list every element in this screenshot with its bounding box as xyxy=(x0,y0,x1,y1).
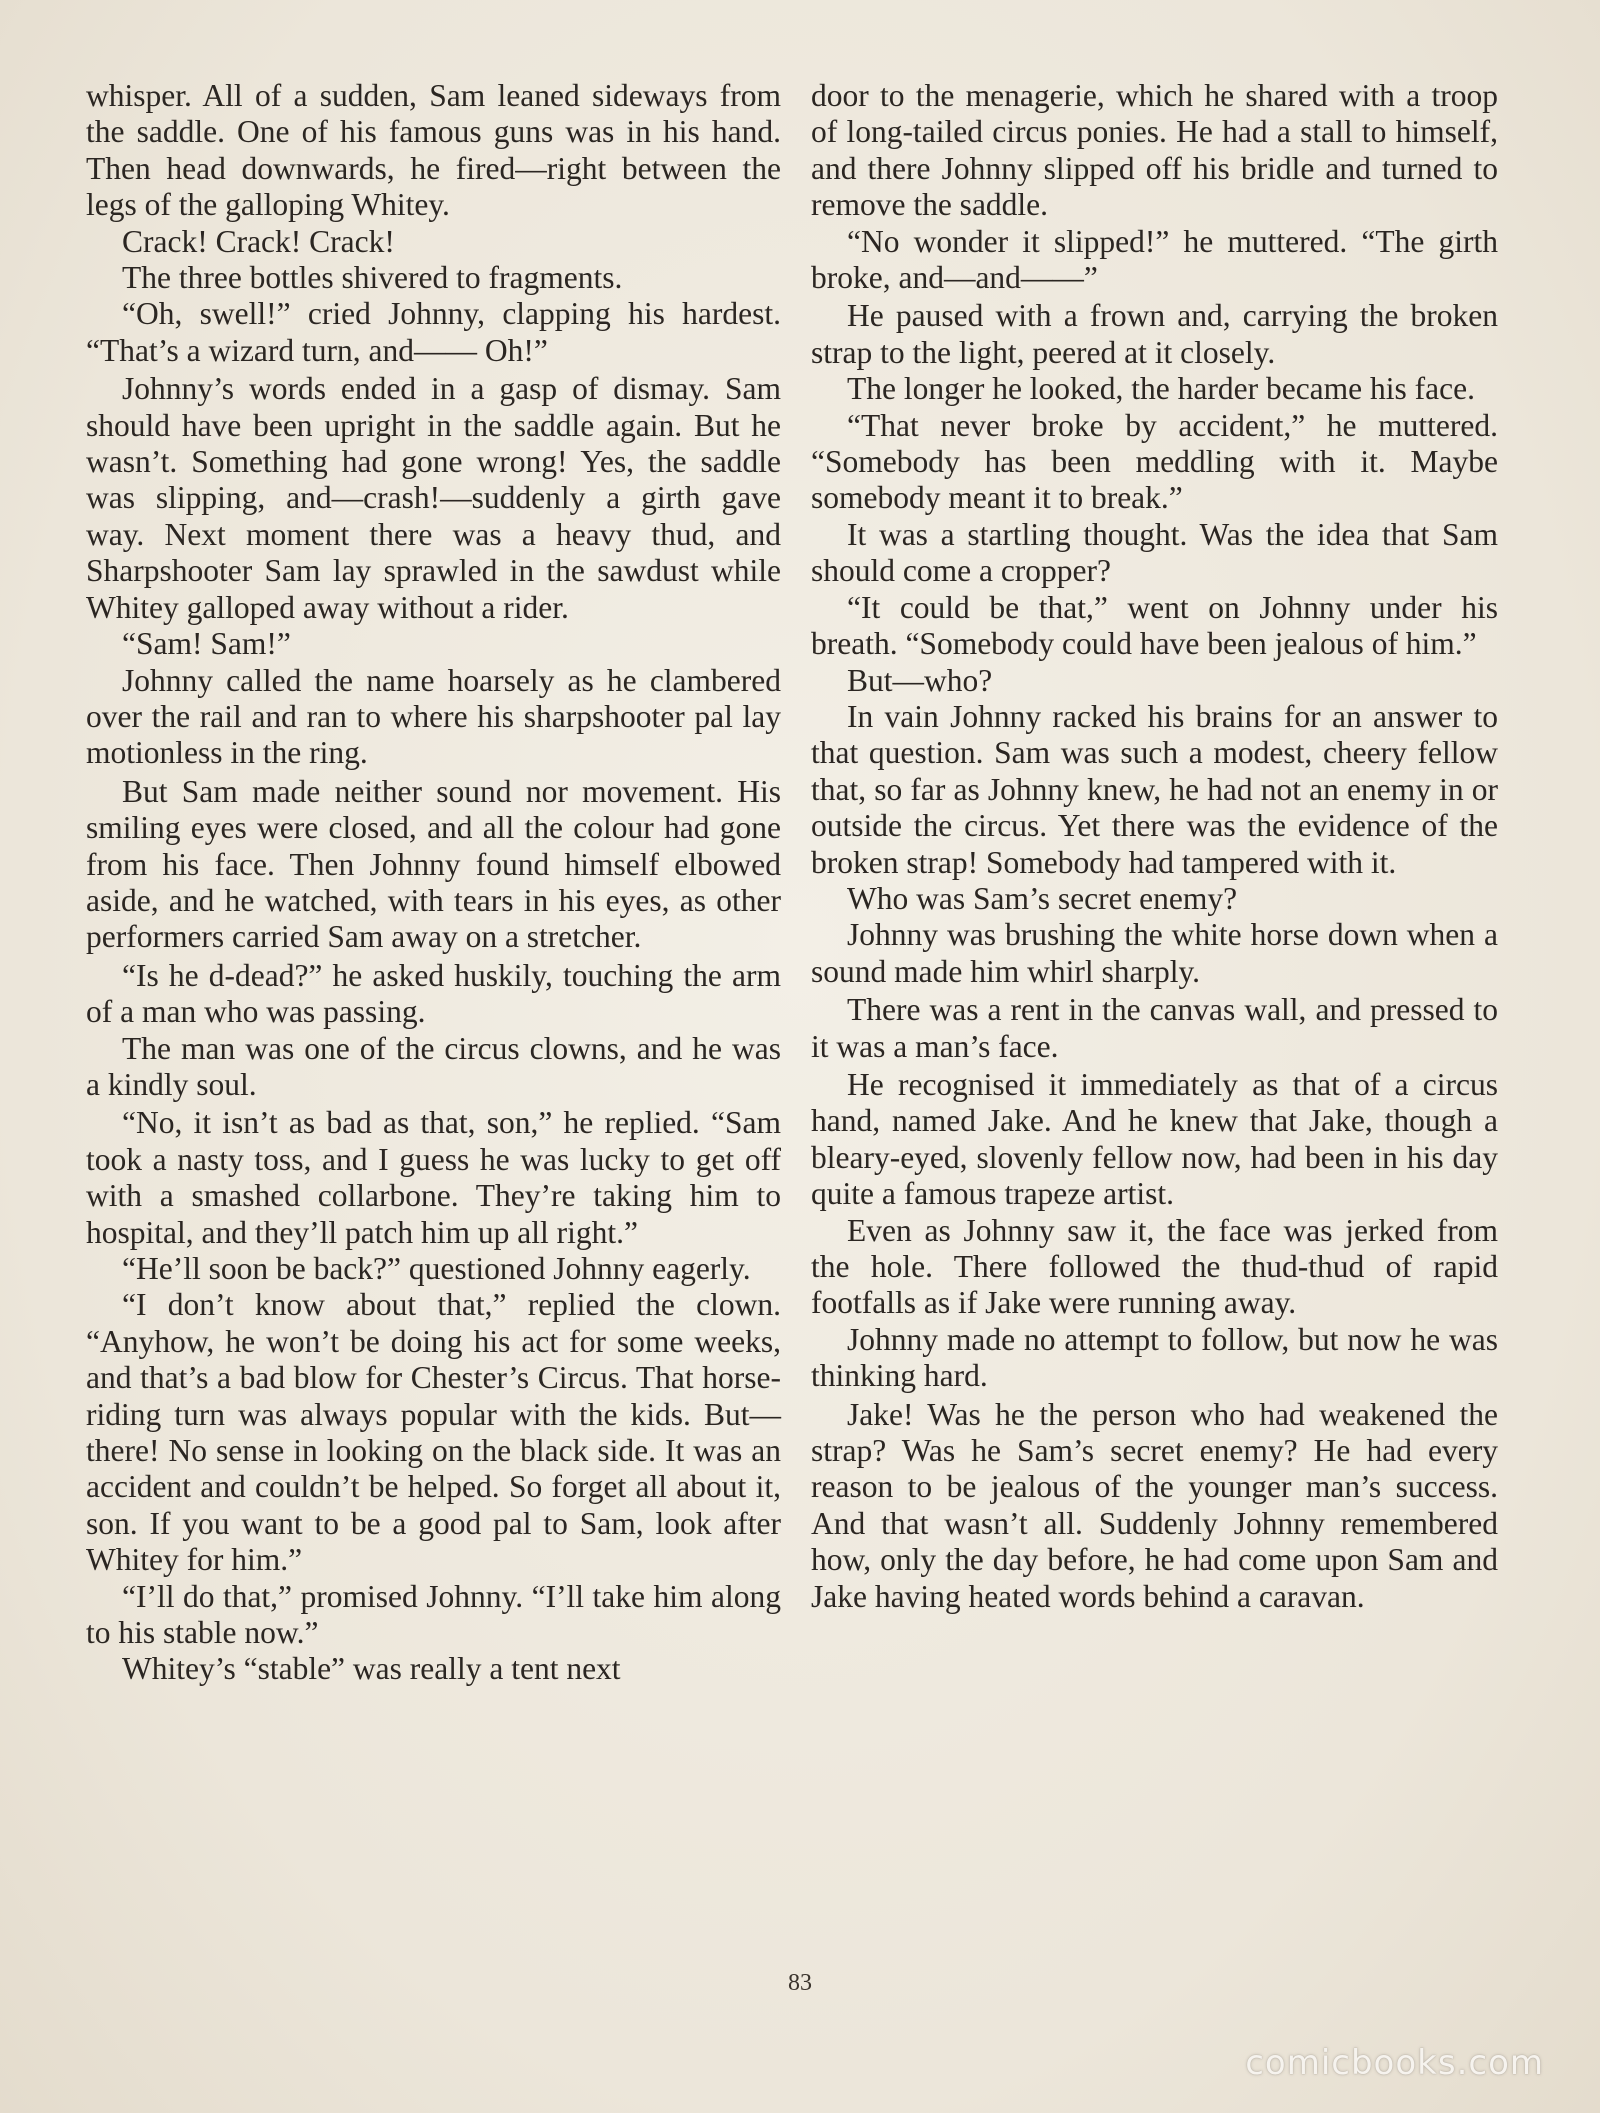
paragraph: “It could be that,” went on Johnny under his breath. “Somebody could have been jealous of him.” xyxy=(811,589,1498,662)
paragraph: The longer he looked, the harder became his face. xyxy=(847,371,1475,407)
paragraph: It was a startling thought. Was the idea that Sam should come a cropper? xyxy=(811,516,1498,589)
paragraph: Crack! Crack! Crack! xyxy=(122,223,395,259)
paragraph: “He’ll soon be back?” questioned Johnny eagerly. xyxy=(122,1251,751,1286)
paragraph: The man was one of the circus clowns, and he was a kindly soul. xyxy=(86,1030,781,1102)
paragraph: He recognised it immediately as that of a circus hand, named Jake. And he knew that Jake, though a bleary-eyed, slovenly fellow now, had been in his day quite a famous trapeze artist. xyxy=(811,1066,1498,1212)
paragraph: But—who? xyxy=(847,662,993,698)
paragraph: “Sam! Sam!” xyxy=(122,626,291,662)
paragraph: He paused with a frown and, carrying the broken strap to the light, peered at it closely. xyxy=(811,298,1498,370)
paragraph: Johnny’s words ended in a gasp of dismay. Sam should have been upright in the saddle again. But he wasn’t. Something had gone wrong! Yes, the saddle was slipping, and—crash!—suddenly a girth gave way. Next moment there was a heavy thud, and Sharpshooter Sam lay sprawled in the sawdust while Whitey galloped away without a rider. xyxy=(86,371,781,625)
left-text-column xyxy=(86,78,781,1688)
paragraph: Who was Sam’s secret enemy? xyxy=(847,880,1238,916)
paragraph: Jake! Was he the person who had weakened the strap? Was he Sam’s secret enemy? He had every reason to be jealous of the younger man’s success. And that wasn’t all. Suddenly Johnny remembered how, only the day before, he had come upon Sam and Jake having heated words behind a caravan. xyxy=(811,1396,1498,1614)
paragraph: There was a rent in the canvas wall, and pressed to it was a man’s face. xyxy=(811,992,1498,1064)
paragraph: But Sam made neither sound nor movement. His smiling eyes were closed, and all the colour had gone from his face. Then Johnny found himself elbowed aside, and he watched, with tears in his eyes, as other performers carried Sam away on a stretcher. xyxy=(86,773,781,955)
paragraph: “That never broke by accident,” he muttered. “Somebody has been meddling with it. Maybe somebody meant it to break.” xyxy=(811,407,1498,516)
watermark: comicbooks.com xyxy=(1245,2043,1544,2083)
paragraph: Whitey’s “stable” was really a tent next xyxy=(122,1651,621,1687)
paragraph: “No, it isn’t as bad as that, son,” he replied. “Sam took a nasty toss, and I guess he was lucky to get off with a smashed collarbone. They’re taking him to hospital, and they’ll patch him up all right.” xyxy=(86,1105,781,1250)
paragraph: “No wonder it slipped!” he muttered. “The girth broke, and—and——” xyxy=(811,223,1498,296)
paragraph: “Oh, swell!” cried Johnny, clapping his hardest. “That’s a wizard turn, and—— Oh!” xyxy=(86,296,781,368)
paragraph: Even as Johnny saw it, the face was jerked from the hole. There followed the thud-thud of rapid footfalls as if Jake were running away. xyxy=(811,1212,1498,1321)
paragraph: Johnny made no attempt to follow, but now he was thinking hard. xyxy=(811,1321,1498,1394)
paragraph: In vain Johnny racked his brains for an answer to that question. Sam was such a modest, cheery fellow that, so far as Johnny knew, he had not an enemy in or outside the circus. Yet there was the evidence of the broken strap! Somebody had tampered with it. xyxy=(811,698,1498,880)
paragraph: “I’ll do that,” promised Johnny. “I’ll take him along to his stable now.” xyxy=(86,1578,781,1651)
paragraph: “Is he d-dead?” he asked huskily, touching the arm of a man who was passing. xyxy=(86,957,781,1030)
page-number: 83 xyxy=(788,1970,812,1996)
paragraph: The three bottles shivered to fragments. xyxy=(122,260,623,296)
paragraph: “I don’t know about that,” replied the clown. “Anyhow, he won’t be doing his act for some weeks, and that’s a bad blow for Chester’s Circus. That horse-riding turn was always popular with the kids. But—there! No sense in looking on the black side. It was an accident and couldn’t be helped. So forget all about it, son. If you want to be a good pal to Sam, look after Whitey for him.” xyxy=(86,1287,781,1578)
paragraph: Johnny was brushing the white horse down when a sound made him whirl sharply. xyxy=(811,917,1498,989)
right-text-column xyxy=(811,78,1498,1615)
paragraph: door to the menagerie, which he shared with a troop of long-tailed circus ponies. He had a stall to himself, and there Johnny slipped off his bridle and turned to remove the saddle. xyxy=(811,78,1498,223)
paragraph: Johnny called the name hoarsely as he clambered over the rail and ran to where his sharpshooter pal lay motionless in the ring. xyxy=(86,662,781,771)
paragraph: whisper. All of a sudden, Sam leaned sideways from the saddle. One of his famous guns was in his hand. Then head downwards, he fired—right between the legs of the galloping Whitey. xyxy=(86,78,781,223)
